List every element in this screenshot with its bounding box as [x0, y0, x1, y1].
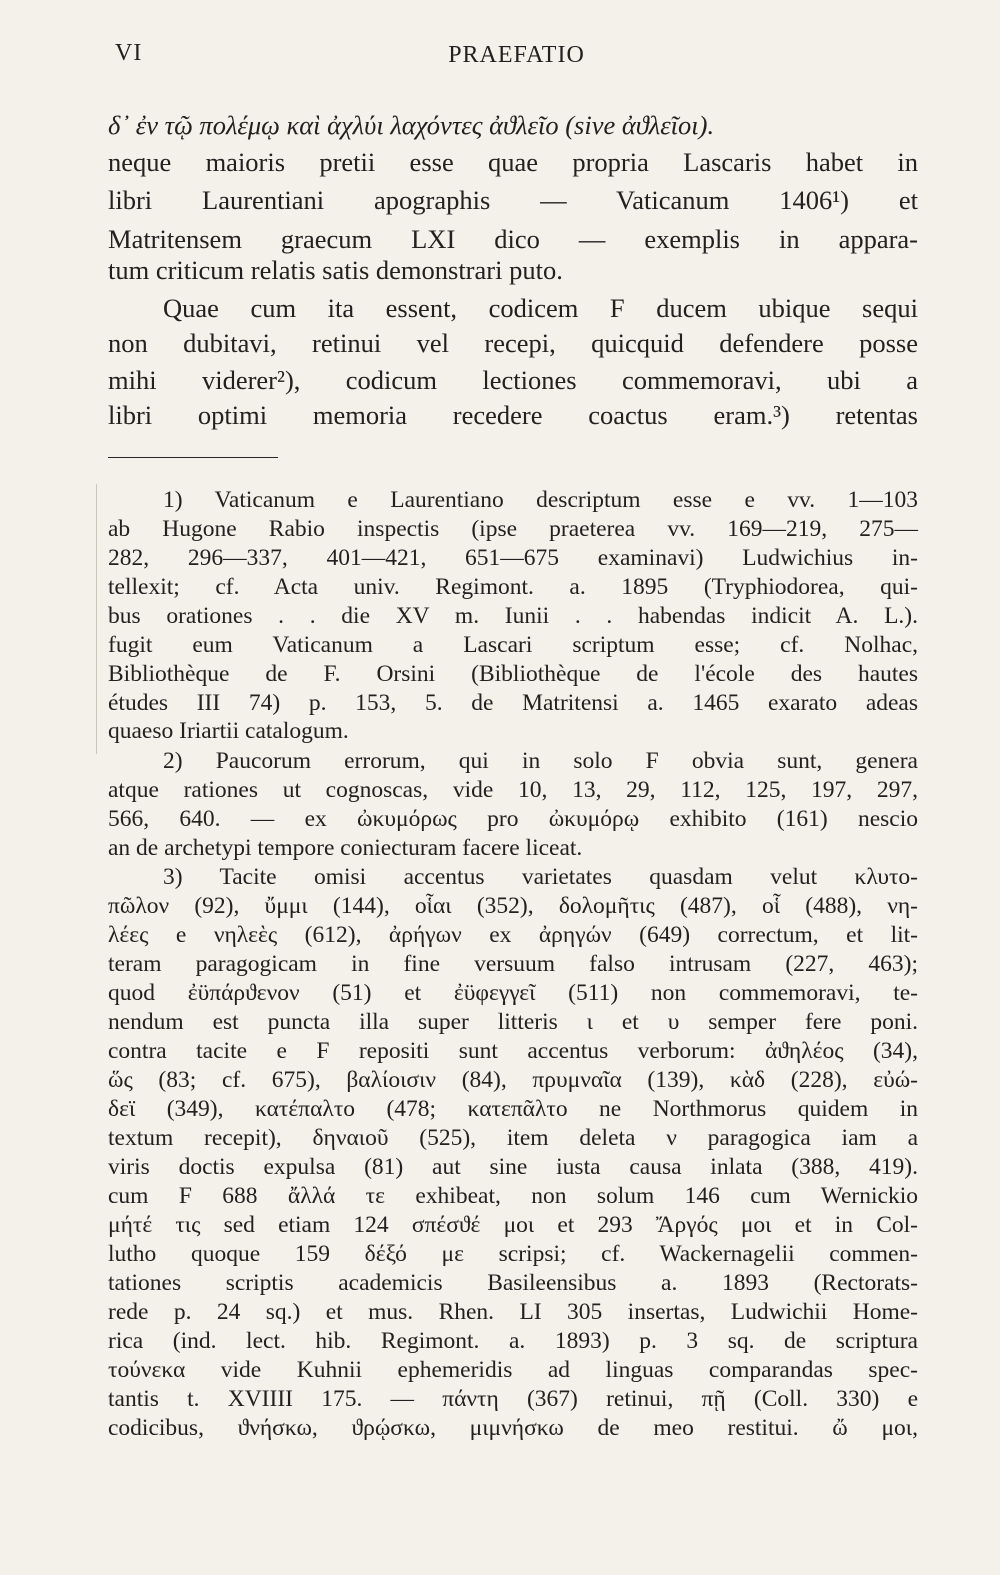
footnote-line: fugit eum Vaticanum a Lascari scriptum esse; cf. Nolhac,: [108, 632, 918, 658]
footnote-line: tantis t. XVIIII 175. — πάντη (367) retinui, πῇ (Coll. 330) e: [108, 1386, 918, 1412]
footnote-line: an de archetypi tempore coniecturam facere liceat.: [108, 835, 583, 861]
footnote-line: cum F 688 ἄλλά τε exhibeat, non solum 146 cum Wernickio: [108, 1183, 918, 1209]
body-line: libri Laurentiani apographis — Vaticanum 1406¹) et: [108, 185, 918, 215]
footnote-line: quaeso Iriartii catalogum.: [108, 718, 349, 744]
body-line: libri optimi memoria recedere coactus eram.³) retentas: [108, 400, 918, 430]
footnote-line: μήτέ τις sed etiam 124 σπέσϑέ μοι et 293 Ἄργός μοι et in Col-: [108, 1212, 918, 1238]
footnote-line: codicibus, ϑνήσκω, ϑρῴσκω, μιμνήσκω de meo restitui. ὤ μοι,: [108, 1415, 918, 1441]
footnote-line: rede p. 24 sq.) et mus. Rhen. LI 305 insertas, Ludwichii Home-: [108, 1299, 918, 1325]
footnote-line: lutho quoque 159 δέξό με scripsi; cf. Wackernagelii commen-: [108, 1241, 918, 1267]
body-line: tum criticum relatis satis demonstrari puto.: [108, 255, 563, 285]
footnote-separator: [108, 457, 278, 458]
page-header: [115, 40, 918, 80]
footnote-line: textum recepit), δηναιοῦ (525), item deleta ν paragogica iam a: [108, 1125, 918, 1151]
body-line: Matritensem graecum LXI dico — exemplis in appara-: [108, 224, 918, 254]
body-line: neque maioris pretii esse quae propria Lascaris habet in: [108, 147, 918, 177]
footnote-line: bus orationes . . die XV m. Iunii . . habendas indicit A. L.).: [108, 603, 918, 629]
body-line: non dubitavi, retinui vel recepi, quicquid defendere posse: [108, 328, 918, 358]
footnote-line: tationes scriptis academicis Basileensibus a. 1893 (Rectorats-: [108, 1270, 918, 1296]
footnote-line: 1) Vaticanum e Laurentiano descriptum esse e vv. 1—103: [163, 487, 918, 513]
footnote-line: nendum est puncta illa super litteris ι et υ semper fere poni.: [108, 1009, 918, 1035]
footnote-line: tellexit; cf. Acta univ. Regimont. a. 1895 (Tryphiodorea, qui-: [108, 574, 918, 600]
footnote-line: quod ἐϋπάρϑενον (51) et ἐϋφεγγεῖ (511) non commemoravi, te-: [108, 980, 918, 1006]
footnote-line: études III 74) p. 153, 5. de Matritensi a. 1465 exarato adeas: [108, 690, 918, 716]
footnote-line: 282, 296—337, 401—421, 651—675 examinavi) Ludwichius in-: [108, 545, 918, 571]
footnote-line: 566, 640. — ex ὠκυμόρως pro ὠκυμόρῳ exhibito (161) nescio: [108, 806, 918, 832]
page-margin-mark: [96, 484, 97, 754]
body-line: mihi viderer²), codicum lectiones commemoravi, ubi a: [108, 365, 918, 395]
footnote-line: λέες e νηλεὲς (612), ἀρήγων ex ἀρηγών (649) correctum, et lit-: [108, 922, 918, 948]
footnote-line: 3) Tacite omisi accentus varietates quasdam velut κλυτο-: [163, 864, 918, 890]
footnote-line: 2) Paucorum errorum, qui in solo F obvia sunt, genera: [163, 748, 918, 774]
footnote-line: τούνεκα vide Kuhnii ephemeridis ad linguas comparandas spec-: [108, 1357, 918, 1383]
body-line: Quae cum ita essent, codicem F ducem ubique sequi: [163, 293, 918, 323]
running-title: PRAEFATIO: [448, 42, 585, 68]
footnote-line: Bibliothèque de F. Orsini (Bibliothèque de l'école des hautes: [108, 661, 918, 687]
footnote-line: ab Hugone Rabio inspectis (ipse praeterea vv. 169—219, 275—: [108, 516, 918, 542]
footnote-line: ὥς (83; cf. 675), βαλίοισιν (84), πρυμναῖα (139), κὰδ (228), εὐώ-: [108, 1067, 918, 1093]
page-number: VI: [115, 40, 143, 66]
footnote-line: contra tacite e F repositi sunt accentus verborum: ἀϑηλέος (34),: [108, 1038, 918, 1064]
footnote-line: δεϊ (349), κατέπαλτο (478; κατεπᾶλτο ne Northmorus quidem in: [108, 1096, 918, 1122]
footnote-line: viris doctis expulsa (81) aut sine iusta causa inlata (388, 419).: [108, 1154, 918, 1180]
footnote-line: rica (ind. lect. hib. Regimont. a. 1893) p. 3 sq. de scriptura: [108, 1328, 918, 1354]
footnote-line: teram paragogicam in fine versuum falso intrusam (227, 463);: [108, 951, 918, 977]
footnote-line: πῶλον (92), ὔμμι (144), οἷαι (352), δολομῆτις (487), οἷ (488), νη-: [108, 893, 918, 919]
body-line: δ᾽ ἐν τῷ πολέμῳ καὶ ἀχλύι λαχόντες ἀϑλεῖο (sive ἀϑλεῖοι).: [108, 110, 715, 140]
footnote-line: atque rationes ut cognoscas, vide 10, 13, 29, 112, 125, 197, 297,: [108, 777, 918, 803]
